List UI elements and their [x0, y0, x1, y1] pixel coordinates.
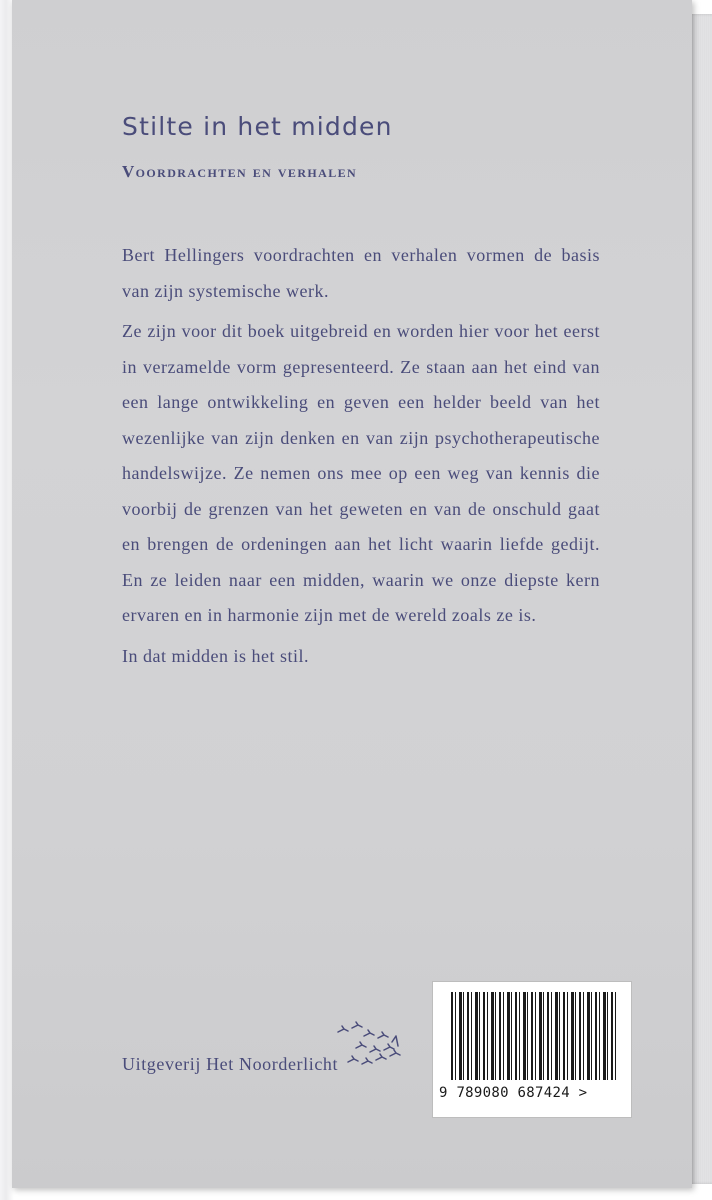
blurb-text — [122, 238, 600, 679]
blurb-paragraph: Bert Hellingers voordrachten en verhalen vormen de basis van zijn systemische werk. — [122, 245, 600, 301]
book-pages-right-edge — [690, 14, 712, 1184]
publisher-name: Uitgeverij Het Noorderlicht — [122, 1054, 339, 1074]
blurb-paragraph: In dat midden is het stil. — [122, 645, 309, 666]
isbn-barcode — [432, 981, 632, 1118]
barcode-digits: 9 789080 687424 > — [439, 1085, 588, 1101]
blurb-paragraph: Ze zijn voor dit boek uitgebreid en worden hier voor het eerst in verzamelde vorm gepresenteerd. Ze staan aan het eind van een lange ontwikkeling en geven een helder beeld van het wezenlijke van zijn denken en van zijn psychotherapeutische handelswijze. Ze nemen ons mee op een weg van kennis die voorbij de grenzen van het geweten en van de onschuld gaat en brengen de ordeningen aan het licht waarin liefde gedijt. En ze leiden naar een midden, waarin we onze diepste kern ervaren en in harmonie zijn met de wereld zoals ze is. — [122, 321, 600, 625]
barcode-bars — [451, 992, 617, 1080]
book-subtitle: Voordrachten en verhalen — [122, 162, 358, 181]
book-title: Stilte in het midden — [122, 112, 393, 141]
flying-birds-icon — [334, 1020, 404, 1076]
book-back-cover — [12, 0, 692, 1188]
